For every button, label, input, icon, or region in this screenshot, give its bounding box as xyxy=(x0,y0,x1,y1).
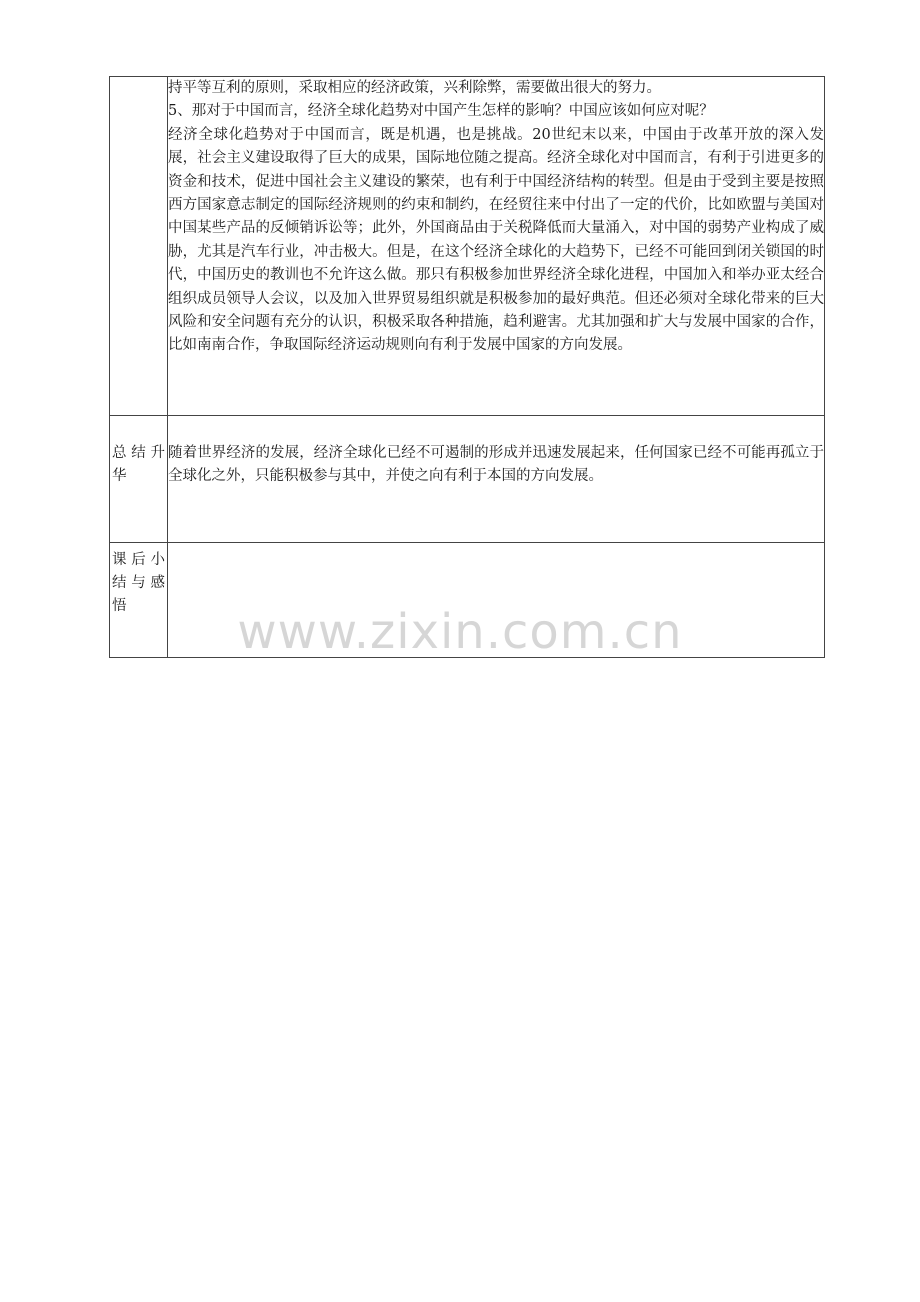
watermark: www.zixin.com.cn xyxy=(237,604,683,660)
table-row xyxy=(110,543,825,658)
question-paragraph: 5、那对于中国而言，经济全球化趋势对中国产生怎样的影响？中国应该如何应对呢？ xyxy=(168,103,714,120)
row-content-cell xyxy=(168,77,825,416)
summary-label: 总 结 升华 xyxy=(112,445,165,484)
lesson-plan-table xyxy=(109,76,825,658)
reflection-label: 课 后 小 结 与 感 悟 xyxy=(112,552,165,614)
content-paragraph: 持平等互利的原则，采取相应的经济政策，兴利除弊，需要做出很大的努力。 xyxy=(168,80,661,96)
row-content-cell xyxy=(168,416,825,543)
table-row xyxy=(110,416,825,543)
reflection-content-cell[interactable] xyxy=(168,543,825,658)
row-label-cell xyxy=(110,416,168,543)
table-row xyxy=(110,77,825,416)
row-label-cell xyxy=(110,77,168,416)
summary-paragraph: 随着世界经济的发展，经济全球化已经不可遏制的形成并迅速发展起来，任何国家已经不可能再孤立于全球化之外，只能积极参与其中，并使之向有利于本国的方向发展。 xyxy=(168,445,824,485)
row-label-cell xyxy=(110,543,168,658)
answer-paragraph: 经济全球化趋势对于中国而言，既是机遇，也是挑战。20世纪末以来，中国由于改革开放的深入发展，社会主义建设取得了巨大的成果，国际地位随之提高。经济全球化对中国而言，有利于引进更多的资金和技术，促进中国社会主义建设的繁荣，也有利于中国经济结构的转型。但是由于受到主要是按照西方国家意志制定的国际经济规则的约束和制约，在经贸往来中付出了一定的代价，比如欧盟与美国对中国某些产品的反倾销诉讼等；此外，外国商品由于关税降低而大量涌入，对中国的弱势产业构成了威胁，尤其是汽车行业，冲击极大。但是，在这个经济全球化的大趋势下，已经不可能回到闭关锁国的时代，中国历史的教训也不允许这么做。那只有积极参加世界经济全球化进程，中国加入和举办亚太经合组织成员领导人会议，以及加入世界贸易组织就是积极参加的最好典范。但还必须对全球化带来的巨大风险和安全问题有充分的认识，积极采取各种措施，趋利避害。尤其加强和扩大与发展中国家的合作，比如南南合作，争取国际经济运动规则向有利于发展中国家的方向发展。 xyxy=(168,126,824,354)
